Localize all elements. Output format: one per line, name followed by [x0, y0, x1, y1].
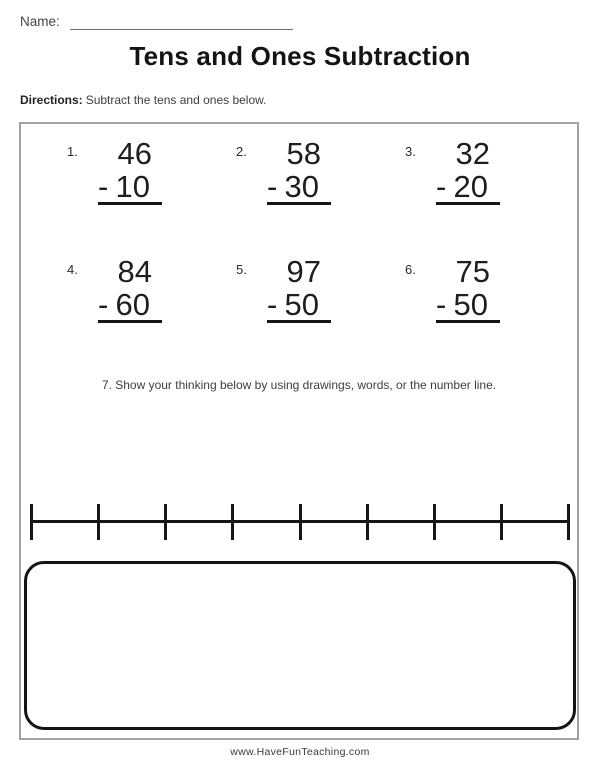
drawing-area[interactable]: [24, 561, 576, 730]
problem-work: [98, 136, 162, 205]
number-line-tick: [366, 504, 369, 540]
problem-number: 3.: [405, 144, 416, 159]
subtraction-problem-3: [405, 136, 574, 205]
subtraction-row: [436, 169, 500, 205]
minuend: 84: [117, 254, 152, 289]
number-line-tick: [567, 504, 570, 540]
name-blank-line[interactable]: [70, 29, 293, 30]
page-title: Tens and Ones Subtraction: [129, 41, 471, 71]
subtraction-problem-4: [67, 254, 236, 323]
subtrahend: 30: [284, 169, 319, 204]
minus-sign: -: [436, 169, 447, 204]
problems-box: [19, 122, 579, 740]
problem-number: 1.: [67, 144, 78, 159]
footer-url: www.HaveFunTeaching.com: [230, 746, 370, 758]
subtraction-problem-6: [405, 254, 574, 323]
number-line-tick: [231, 504, 234, 540]
directions-text: Subtract the tens and ones below.: [85, 93, 267, 107]
problem-work: [267, 136, 331, 205]
minus-sign: -: [98, 287, 109, 322]
subtrahend: 20: [453, 169, 488, 204]
subtraction-row: [98, 287, 162, 323]
subtraction-row: [267, 287, 331, 323]
number-line-tick: [97, 504, 100, 540]
number-line-tick: [30, 504, 33, 540]
problem-work: [436, 254, 500, 323]
subtrahend: 60: [115, 287, 150, 322]
directions-label: Directions:: [20, 93, 83, 107]
problem-work: [98, 254, 162, 323]
minuend: 97: [286, 254, 321, 289]
problem-number: 4.: [67, 262, 78, 277]
problem-work: [267, 254, 331, 323]
problem-number: 6.: [405, 262, 416, 277]
subtraction-row: [98, 169, 162, 205]
number-line-tick: [500, 504, 503, 540]
problem-work: [436, 136, 500, 205]
number-line-tick: [164, 504, 167, 540]
subtraction-problem-1: [67, 136, 236, 205]
minus-sign: -: [267, 287, 278, 322]
subtrahend: 50: [453, 287, 488, 322]
problem-number: 2.: [236, 144, 247, 159]
number-line-tick: [433, 504, 436, 540]
problem-number: 5.: [236, 262, 247, 277]
minuend: 58: [286, 136, 321, 171]
subtraction-row: [436, 287, 500, 323]
problems-row-2: [21, 254, 577, 323]
question-7-text: 7. Show your thinking below by using drawings, words, or the number line.: [101, 378, 497, 392]
minuend: 46: [117, 136, 152, 171]
subtraction-row: [267, 169, 331, 205]
subtraction-problem-2: [236, 136, 405, 205]
subtraction-problem-5: [236, 254, 405, 323]
problems-row-1: [21, 136, 577, 205]
minus-sign: -: [98, 169, 109, 204]
minuend: 75: [455, 254, 490, 289]
subtrahend: 50: [284, 287, 319, 322]
number-line-tick: [299, 504, 302, 540]
minus-sign: -: [436, 287, 447, 322]
minus-sign: -: [267, 169, 278, 204]
minuend: 32: [455, 136, 490, 171]
subtrahend: 10: [115, 169, 150, 204]
directions: [20, 93, 266, 107]
number-line: [30, 504, 570, 540]
name-label: Name:: [20, 14, 60, 29]
